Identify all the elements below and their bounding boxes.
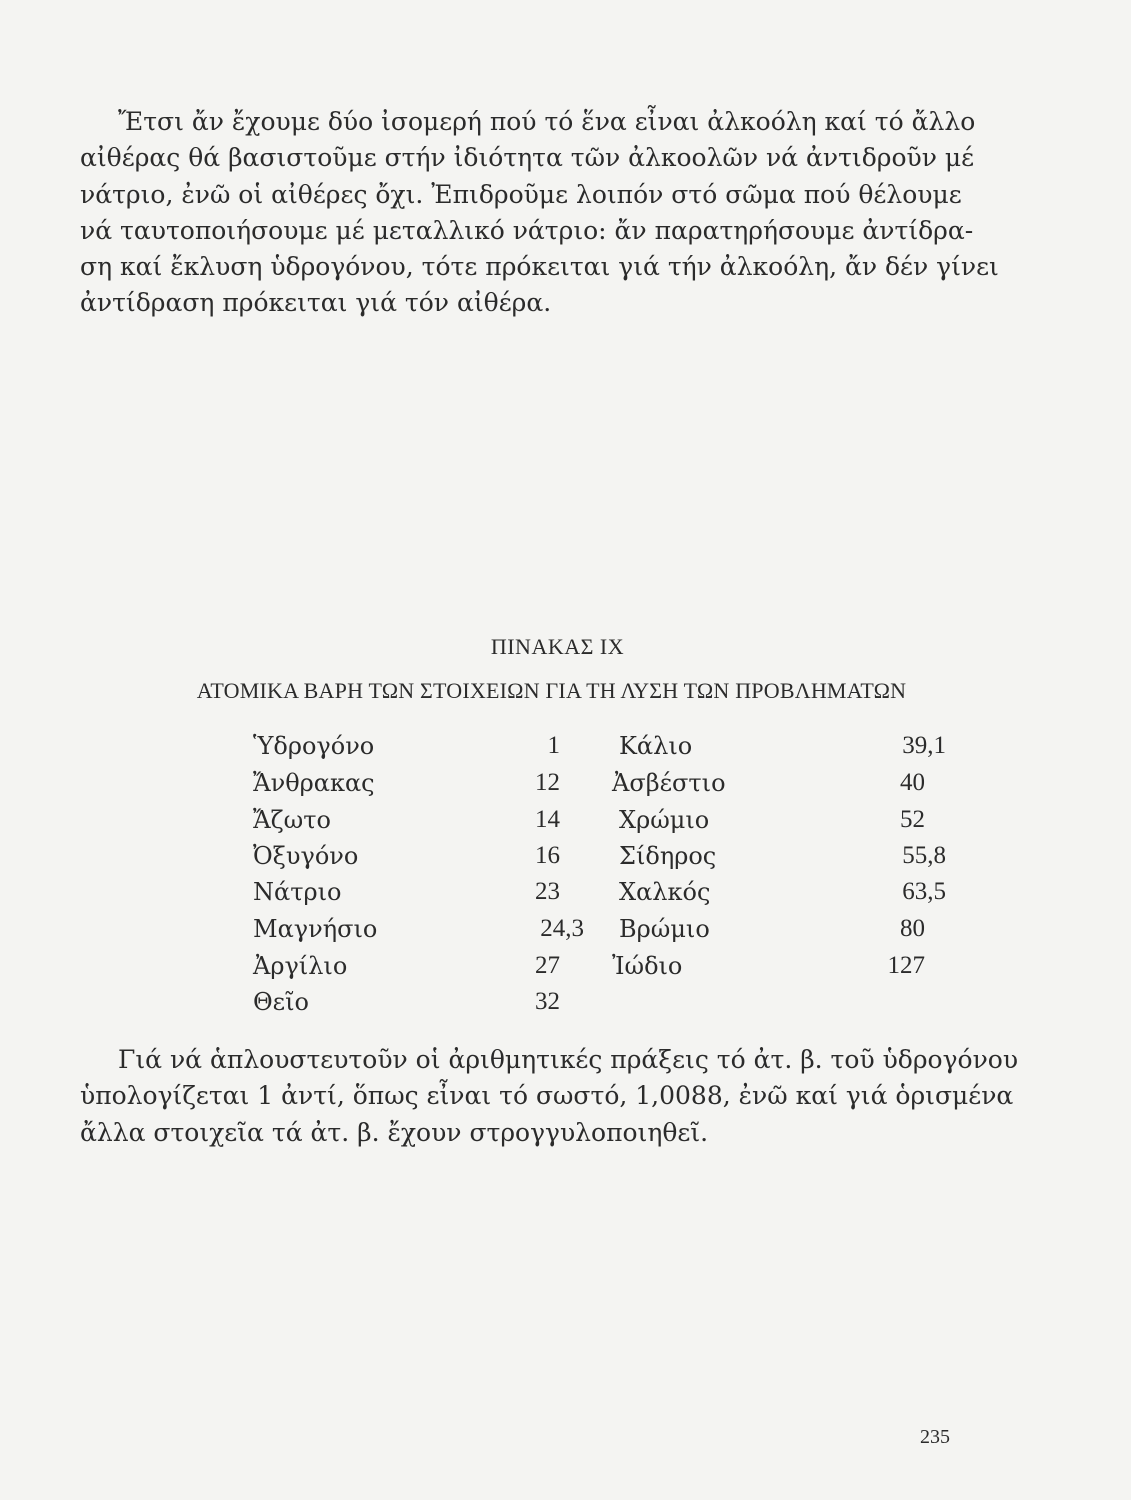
element-weight: 16	[535, 842, 560, 869]
element-name: Μαγνήσιο	[253, 915, 378, 943]
element-weight: 55,8	[902, 842, 946, 869]
text-line: αἰθέρας θά βασιστοῦμε στήν ἰδιότητα τῶν ἀλκοολῶν νά ἀντιδροῦν μέ	[80, 143, 975, 173]
element-weight: 32	[535, 988, 560, 1015]
element-name: Ἀσβέστιο	[612, 769, 726, 797]
text-line: Γιά νά ἁπλουστευτοῦν οἱ ἀριθμητικές πράξεις τό ἀτ. β. τοῦ ὑδρογόνου	[118, 1045, 1019, 1074]
page-number: 235	[920, 1426, 950, 1448]
element-weight: 24,3	[540, 915, 584, 942]
element-weight: 1	[547, 732, 560, 759]
element-weight: 14	[535, 806, 560, 833]
text-line: ἄλλα στοιχεῖα τά ἀτ. β. ἔχουν στρογγυλοποιηθεῖ.	[80, 1117, 709, 1147]
table-subtitle: ΑΤΟΜΙΚΑ ΒΑΡΗ ΤΩΝ ΣΤΟΙΧΕΙΩΝ ΓΙΑ ΤΗ ΛΥΣΗ ΤΩΝ ΠΡΟΒΛΗΜΑΤΩΝ	[196, 678, 907, 703]
element-weight: 12	[535, 769, 560, 796]
element-name: Νάτριο	[253, 878, 342, 906]
element-weight: 40	[900, 769, 925, 796]
element-weight: 27	[535, 952, 560, 979]
table-title: ΠΙΝΑΚΑΣ IX	[490, 634, 625, 659]
element-weight: 23	[535, 878, 560, 905]
element-name: Ὀξυγόνο	[253, 842, 359, 870]
text-line: ἀντίδραση πρόκειται γιά τόν αἰθέρα.	[80, 288, 552, 318]
element-name: Ἰώδιο	[612, 952, 683, 980]
text-line: ὑπολογίζεται 1 ἀντί, ὅπως εἶναι τό σωστό, 1,0088, ἐνῶ καί γιά ὁρισμένα	[80, 1081, 1014, 1111]
element-name: Κάλιο	[619, 732, 693, 760]
element-weight: 52	[900, 806, 925, 833]
text-line: ση καί ἔκλυση ὑδρογόνου, τότε πρόκειται γιά τήν ἀλκοόλη, ἄν δέν γίνει	[80, 252, 999, 282]
element-name: Ἄνθρακας	[253, 769, 375, 797]
bottom-paragraph	[80, 1042, 1019, 1151]
element-name: Ἀργίλιο	[253, 952, 348, 980]
text-line: νάτριο, ἐνῶ οἱ αἰθέρες ὄχι. Ἐπιδροῦμε λοιπόν στό σῶμα πού θέλουμε	[80, 179, 962, 209]
element-name: Ἄζωτο	[253, 806, 331, 834]
text-line: νά ταυτοποιήσουμε μέ μεταλλικό νάτριο: ἄν παρατηρήσουμε ἀντίδρα-	[80, 215, 974, 245]
top-paragraph	[80, 104, 999, 322]
element-name: Θεῖο	[253, 988, 309, 1016]
text-line: Ἔτσι ἄν ἔχουμε δύο ἰσομερή πού τό ἕνα εἶναι ἀλκοόλη καί τό ἄλλο	[118, 107, 976, 136]
element-weight: 80	[900, 915, 925, 942]
element-name: Χρώμιο	[619, 806, 710, 834]
element-weight: 127	[887, 952, 925, 979]
element-name: Σίδηρος	[619, 842, 717, 870]
element-name: Ὑδρογόνο	[253, 732, 375, 760]
element-name: Χαλκός	[619, 878, 711, 906]
element-name: Βρώμιο	[619, 915, 710, 943]
element-weight: 39,1	[902, 732, 946, 759]
element-weight: 63,5	[902, 878, 946, 905]
